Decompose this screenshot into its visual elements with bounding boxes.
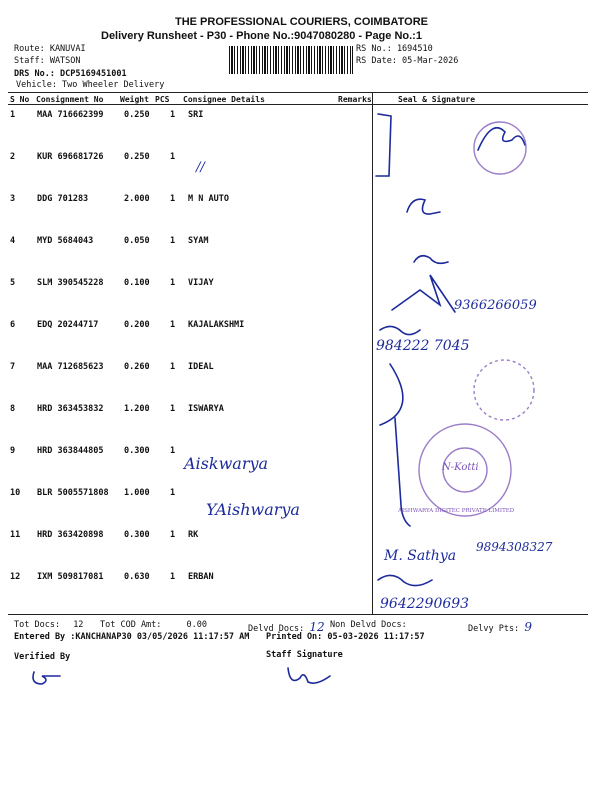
row-sno: 10 [10, 488, 21, 498]
row-sno: 3 [10, 194, 16, 204]
row-sno: 5 [10, 278, 16, 288]
row-sno: 7 [10, 362, 16, 372]
row-pcs: 1 [170, 194, 176, 204]
row-consignment: DDG 701283 [37, 194, 89, 204]
row-consignee: RK [188, 530, 199, 540]
row-weight: 0.100 [124, 278, 150, 288]
tot-docs [14, 620, 83, 630]
row9-name-handwriting: Aiskwarya [184, 454, 269, 473]
row-sno: 9 [10, 446, 16, 456]
tot-docs-label: Tot Docs: [14, 620, 61, 630]
row-weight: 0.250 [124, 110, 150, 120]
signature-row12 [378, 575, 432, 585]
row-consignment: HRD 363453832 [37, 404, 104, 414]
row-pcs: 1 [170, 152, 176, 162]
row-weight: 0.200 [124, 320, 150, 330]
row-consignee: KAJALAKSHMI [188, 320, 245, 330]
row-consignment: BLR 5005571808 [37, 488, 109, 498]
row-pcs: 1 [170, 236, 176, 246]
row12-phone-handwriting: 9642290693 [380, 596, 470, 612]
row-sno: 12 [10, 572, 21, 582]
row-consignee: VIJAY [188, 278, 214, 288]
row-consignee: SRI [188, 110, 204, 120]
row-weight: 0.300 [124, 530, 150, 540]
route-text: Route: KANUVAI [14, 44, 86, 54]
row-consignment: HRD 363420898 [37, 530, 104, 540]
row-consignee: ERBAN [188, 572, 214, 582]
row10-name-handwriting: YAishwarya [206, 500, 300, 519]
row-pcs: 1 [170, 362, 176, 372]
col-pcs: PCS [155, 95, 170, 104]
col-seal: Seal & Signature [398, 95, 476, 104]
cod-label: Tot COD Amt: [100, 620, 162, 630]
vehicle-text: Vehicle: Two Wheeler Delivery [16, 80, 165, 90]
delvy-pts-handwritten: 9 [524, 620, 532, 634]
row-sno: 8 [10, 404, 16, 414]
row-consignment: MAA 712685623 [37, 362, 104, 372]
row-consignment: EDQ 20244717 [37, 320, 99, 330]
row-pcs: 1 [170, 530, 176, 540]
row-weight: 1.000 [124, 488, 150, 498]
verified-mark [33, 672, 60, 684]
row-pcs: 1 [170, 320, 176, 330]
delvd-docs-handwritten: 12 [309, 620, 325, 634]
row6-phone-handwriting: 984222 7045 [376, 338, 470, 354]
row-weight: 2.000 [124, 194, 150, 204]
row11-phone-handwriting: 9894308327 [476, 540, 553, 554]
row-weight: 0.300 [124, 446, 150, 456]
row-weight: 0.260 [124, 362, 150, 372]
row2-handwriting: // [196, 160, 205, 175]
row-sno: 2 [10, 152, 16, 162]
row-consignee: M N AUTO [188, 194, 229, 204]
runsheet-subtitle: Delivery Runsheet - P30 - Phone No.:9047080280 - Page No.:1 [101, 30, 422, 42]
staff-signature-label: Staff Signature [266, 650, 343, 660]
cod-value: 0.00 [186, 620, 208, 630]
row11-signature: M. Sathya [384, 548, 457, 564]
row-pcs: 1 [170, 446, 176, 456]
col-consignee: Consignee Details [183, 95, 265, 104]
row-weight: 0.630 [124, 572, 150, 582]
stamp-seal-top [474, 122, 526, 174]
rs-number: RS No.: 1694510 [356, 44, 433, 54]
row-consignee: SYAM [188, 236, 209, 246]
col-consignment: Consignment No [36, 95, 104, 104]
row-consignee: ISWARYA [188, 404, 224, 414]
stamp-seal-mid [474, 360, 534, 420]
row-consignment: MAA 716662399 [37, 110, 104, 120]
signature-row4 [414, 256, 448, 264]
row-weight: 1.200 [124, 404, 150, 414]
row-weight: 0.050 [124, 236, 150, 246]
bracket-mark-1 [376, 114, 391, 176]
row-consignment: HRD 363844805 [37, 446, 104, 456]
row-pcs: 1 [170, 110, 176, 120]
row-weight: 0.250 [124, 152, 150, 162]
row5-phone-handwriting: 9366266059 [454, 298, 537, 313]
signature-row6 [380, 326, 420, 334]
row-sno: 4 [10, 236, 16, 246]
col-weight: Weight [120, 95, 149, 104]
printed-on: Printed On: 05-03-2026 11:17:57 [266, 632, 425, 642]
signature-row3 [407, 199, 440, 214]
staff-sign-mark [288, 668, 330, 683]
row-pcs: 1 [170, 488, 176, 498]
row-sno: 6 [10, 320, 16, 330]
row-consignment: SLM 390545228 [37, 278, 104, 288]
col-remarks: Remarks [338, 95, 372, 104]
verified-by: Verified By [14, 652, 71, 662]
signature-row5 [392, 275, 455, 312]
delvy-pts-label: Delvy Pts: [468, 624, 520, 634]
delvy-pts [468, 620, 532, 634]
row-consignee: IDEAL [188, 362, 214, 372]
signature-row1 [478, 128, 525, 150]
delvd-label: Delvd Docs: [248, 624, 305, 634]
entered-by: Entered By :KANCHANAP30 03/05/2026 11:17:57 AM [14, 632, 250, 642]
company-title: THE PROFESSIONAL COURIERS, COIMBATORE [175, 16, 429, 28]
row-sno: 11 [10, 530, 21, 540]
row-sno: 1 [10, 110, 16, 120]
row-consignment: IXM 509817081 [37, 572, 104, 582]
col-sno: S No [10, 95, 30, 104]
drs-number: DRS No.: DCP5169451001 [14, 69, 127, 79]
row-pcs: 1 [170, 572, 176, 582]
bracket-mark-2 [380, 364, 403, 425]
row-pcs: 1 [170, 278, 176, 288]
rs-date: RS Date: 05-Mar-2026 [356, 56, 459, 66]
company-stamp-ring-text: AISHWARYA DIGITEC PRIVATE LIMITED [398, 508, 515, 514]
tot-docs-value: 12 [73, 620, 84, 630]
row-consignment: MYD 5684043 [37, 236, 94, 246]
row-consignment: KUR 696681726 [37, 152, 104, 162]
staff-text: Staff: WATSON [14, 56, 81, 66]
row-pcs: 1 [170, 404, 176, 414]
company-stamp-text: N-Kotti [442, 462, 479, 473]
tot-cod [100, 620, 207, 630]
non-delvd-docs: Non Delvd Docs: [330, 620, 407, 630]
